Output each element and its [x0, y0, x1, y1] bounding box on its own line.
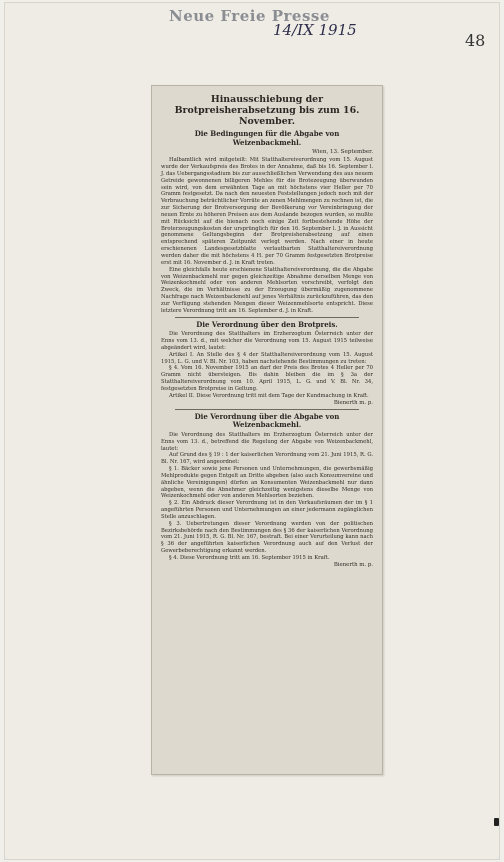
section-heading: Die Verordnung über die Abgabe von Weizenbackmehl. — [194, 411, 340, 430]
archive-sheet — [4, 2, 500, 860]
dateline: Wien, 13. September. — [312, 149, 373, 156]
article-subheading: Die Bedingungen für die Abgabe von Weizenbackmehl. — [194, 129, 340, 147]
section-heading: Die Verordnung über den Brotpreis. — [196, 319, 338, 329]
divider — [175, 409, 359, 410]
article-paragraph: Artikel I. An Stelle des § 4 der Statthaltereiverordnung vom 15. August 1915, L. G. und V. Bl. Nr. 103, haben nachstehende Bestimmungen zu treten: — [161, 351, 373, 365]
article-paragraph: § 3. Uebertretungen dieser Verordnung werden von der politischen Bezirksbehörde nach den Bestimmungen des § 36 der kaiserlichen Verordnung vom 21. Juni 1915, R. G. Bl. Nr. 167, bestraft. Bei einer Verurteilung kann nach § 36 der angeführten kaiserlichen Verordnung auch auf den Verlust der Gewerbeberechtigung erkannt werden. — [161, 520, 373, 555]
article-headline: Hinausschiebung der Brotpreisherabsetzung bis zum 16. November. — [174, 94, 360, 127]
sheet-number: 48 — [465, 31, 486, 50]
handwritten-date: 14/IX 1915 — [273, 21, 357, 39]
article-paragraph: Die Verordnung des Statthalters im Erzherzogtum Österreich unter der Enns vom 13. d., betreffend die Regelung der Abgabe von Weizenbackmehl, lautet: — [161, 431, 373, 452]
newspaper-clipping — [151, 85, 383, 775]
article-paragraph: Die Verordnung des Statthalters im Erzherzogtum Österreich unter der Enns vom 13. d., mit welcher die Verordnung vom 15. August 1915 teilweise abgeändert wird, lautet: — [161, 331, 373, 351]
ink-mark — [494, 818, 499, 826]
source-stamp: Neue Freie Presse — [169, 7, 330, 25]
article-paragraph: Halbamtlich wird mitgeteilt: Mit Statthaltereiverordnung vom 15. August wurde der Verkaufspreis des Brotes in der Annahme, daß bis 16. September l. J. das Uebergangsstadium bis zur ausschließlichen Verwendung des aus neuem Getreide gewonnenen billigeren Mehles für die Brotezeugung überwunden sein wird, von dem erwähnten Tage an mit höchstens vier Heller per 70 Gramm festgesetzt. Da nach den neuesten Feststellungen jedoch noch mit der Verbrauchung beträchtlicher Vorräte an zenen Mehlmengen zu rechnen ist, die zur Sicherung der Brotversorgung der Bevölkerung vor Vereinbringung der neuen Ernte zu höheren Preisen aus dem Auslande bezogen wurden, so mußte mit Rücksicht auf die hienach noch einige Zeit fortbestehende Höhe der Broterzeugungskosten der ursprünglich für den 16. September l. J. in Aussicht genommene Geltungsbeginn der Brotpreisherabsetzung auf einen entsprechend späteren Zeitpunkt verlegt werden. Nach einer in heute erschienenen Landesgesetzblatte verlautbarten Statthaltereiverordnung werden daher die mit höchstens 4 H. per 70 Gramm festgesetzten Brotpreise erst mit 16. November d. J. in Kraft treten. — [161, 157, 373, 266]
article-paragraph: § 1. Bäcker sowie jene Personen und Unternehmungen, die gewerbsmäßig Mehlprodukte gegen Entgelt an Dritte abgeben (also auch Konsumvereine und ähnliche Vereinigungen) dürfen an Konsumenten Weizenbackmehl nur dann abgeben, wenn die Abnehmer gleichzeitig wenigstens dieselbe Menge von Weizenkochmehl oder von anderen Mehlsorten beziehen. — [161, 466, 373, 500]
article-paragraph: Eine gleichfalls heute erschienene Statthaltereiverordnung, die die Abgabe von Weizenbackmehl nur gegen gleichzeitige Abnahme derselben Menge von Weizenkochmehl oder von anderen Mehlsorten vorschreibt, verfolgt den Zweck, die im Verhältnisse zu der Erzeugung übermäßig zugenommene Nachfrage nach Weizenbackmehl auf jenes Verhältnis zurückzuführen, das den zur Verfügung stehenden Mengen dieser Weizenmehlsorte entspricht. Diese letztere Verordnung tritt am 16. September d. J. in Kraft. — [161, 266, 373, 314]
signature: Bienerth m. p. — [333, 561, 373, 568]
article-paragraph: § 4. Vom 16. November 1915 an darf der Preis des Brotes 4 Heller per 70 Gramm nicht übersteigen. Bis dahin bleiben die im § 3a der Statthaltereiverordnung vom 10. April 1915, L. G. und V. Bl. Nr. 34, festgesetzten Brotpreise in Geltung. — [161, 365, 373, 392]
article-paragraph: Artikel II. Diese Verordnung tritt mit dem Tage der Kundmachung in Kraft. — [169, 392, 369, 399]
divider — [175, 317, 359, 318]
signature: Bienerth m. p. — [333, 399, 373, 406]
article-paragraph: § 2. Ein Abdruck dieser Verordnung ist in den Verkaufsräumen der im § 1 angeführten Personen und Unternehmungen an einer jedermann zugänglichen Stelle anzuschlagen. — [161, 500, 373, 520]
article-paragraph: § 4. Diese Verordnung tritt am 16. September 1915 in Kraft. — [169, 555, 330, 561]
article-paragraph: Auf Grund des § 19 : 1 der kaiserlichen Verordnung vom 21. Juni 1915, R. G. Bl. Nr. 167, wird angeordnet: — [161, 452, 373, 466]
